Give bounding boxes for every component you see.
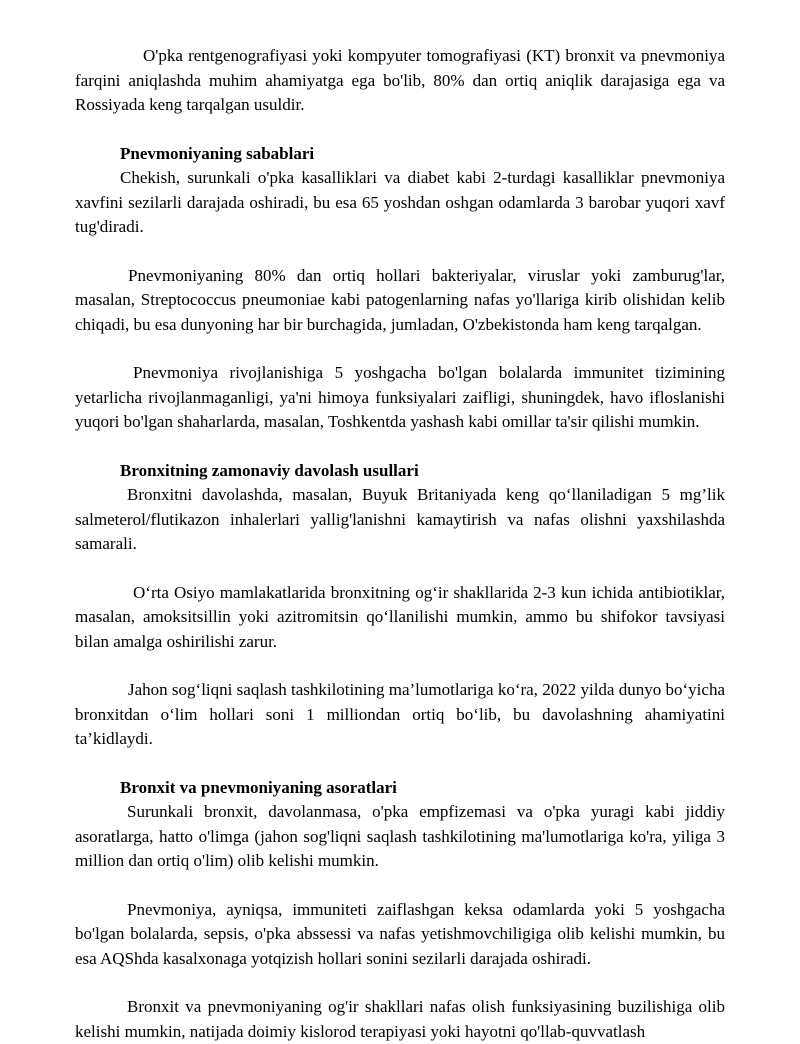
paragraph-ct-diagnosis: O'pka rentgenografiyasi yoki kompyuter tomografiyasi (KT) bronxit va pnevmoniya farqini aniqlashda muhim ahamiyatga ega bo'lib, 80% dan ortiq aniqlik darajasiga ega va Rossiyada keng tarqalgan usuldir. bbox=[75, 46, 725, 114]
paragraph-child-immunity: Pnevmoniya rivojlanishiga 5 yoshgacha bo'lgan bolalarda immunitet tizimining yetarlicha rivojlanmaganligi, ya'ni himoya funksiyalari zaifligi, shuningdek, havo ifloslanishi yuqori bo'lgan shaharlarda, masalan, Toshkentda yashash kabi omillar ta'sir qilishi mumkin. bbox=[75, 363, 725, 431]
paragraph-antibiotics: O‘rta Osiyo mamlakatlarida bronxitning og‘ir shakllarida 2-3 kun ichida antibiotiklar, masalan, amoksitsillin yoki azitromitsin qo‘llanilishi mumkin, ammo bu shifokor tavsiyasi bilan amalga oshirilishi zarur. bbox=[75, 582, 725, 651]
paragraph-pneumonia-complications: Pnevmoniya, ayniqsa, immuniteti zaiflashgan keksa odamlarda yoki 5 yoshgacha bo'lgan bolalarda, sepsis, o'pka abssessi va nafas yetishmovchiligiga olib kelishi mumkin, bu esa AQShda kasalxonaga yotqizish hollari sonini sezilarli darajada oshiradi. bbox=[75, 899, 725, 968]
heading-pneumonia-causes: Pnevmoniyaning sabablari bbox=[120, 143, 315, 163]
paragraph-pathogens: Pnevmoniyaning 80% dan ortiq hollari bakteriyalar, viruslar yoki zamburug'lar, masalan, Streptococcus pneumoniae kabi patogenlarning nafas yo'llariga kirib olishidan kelib chiqadi, bu esa dunyoning har bir burchagida, jumladan, O'zbekistonda ham keng tarqalgan. bbox=[75, 265, 725, 334]
document-page bbox=[75, 44, 725, 1044]
paragraph-chronic-bronchitis: Surunkali bronxit, davolanmasa, o'pka empfizemasi va o'pka yuragi kabi jiddiy asoratlarga, hatto o'limga (jahon sog'liqni saqlash tashkilotining ma'lumotlariga ko'ra, yiliga 3 million dan ortiq o'lim) olib kelishi mumkin. bbox=[75, 802, 725, 870]
paragraph-risk-factors: Chekish, surunkali o'pka kasalliklari va diabet kabi 2-turdagi kasalliklar pnevmoniya xavfini sezilarli darajada oshiradi, bu esa 65 yoshdan oshgan odamlarda 3 barobar yuqori xavf tug'diradi. bbox=[75, 168, 725, 236]
heading-complications: Bronxit va pnevmoniyaning asoratlari bbox=[120, 777, 397, 797]
heading-bronchitis-treatment: Bronxitning zamonaviy davolash usullari bbox=[120, 460, 419, 480]
paragraph-severe-forms: Bronxit va pnevmoniyaning og'ir shakllari nafas olish funksiyasining buzilishiga olib kelishi mumkin, natijada doimiy kislorod terapiyasi yoki hayotni qo'llab-quvvatlash bbox=[75, 997, 725, 1041]
paragraph-inhalers: Bronxitni davolashda, masalan, Buyuk Britaniyada keng qo‘llaniladigan 5 mg’lik salmeterol/flutikazon inhalerlari yallig'lanishni kamaytirish va nafas olishni yaxshilashda samarali. bbox=[75, 485, 725, 553]
paragraph-who-statistics: Jahon sog‘liqni saqlash tashkilotining ma’lumotlariga ko‘ra, 2022 yilda dunyo bo‘yicha bronxitdan o‘lim hollari soni 1 milliondan ortiq bo‘lib, bu davolashning ahamiyatini ta’kidlaydi. bbox=[75, 680, 725, 748]
